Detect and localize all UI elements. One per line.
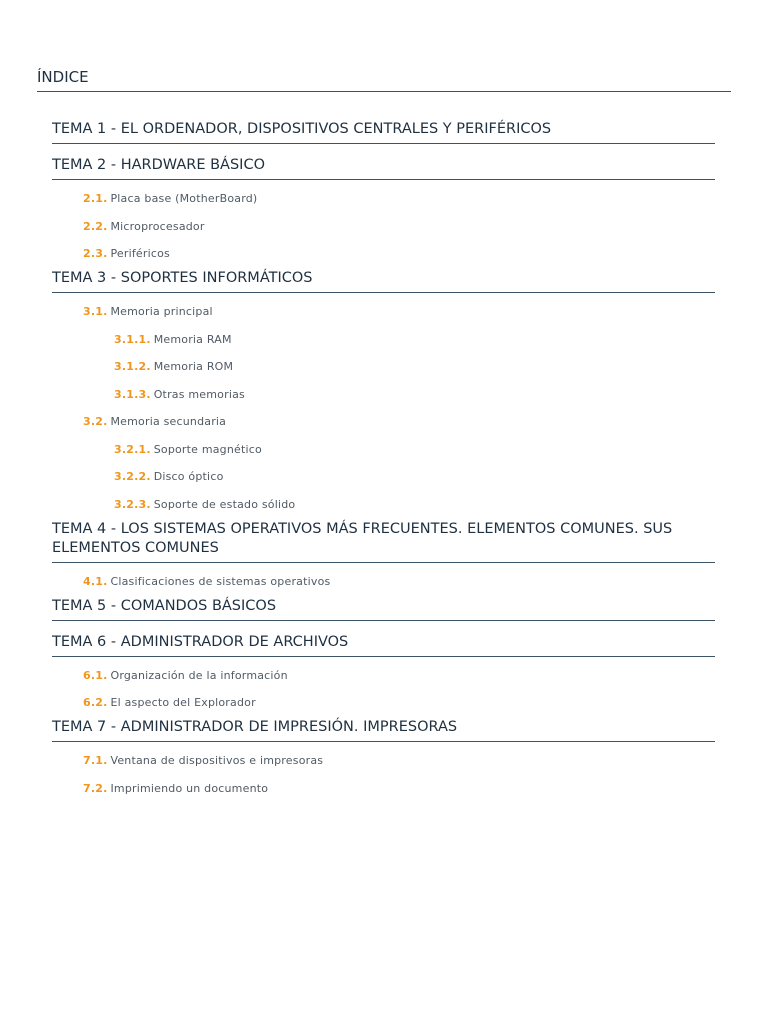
toc-number: 3.2.3. (114, 497, 151, 511)
toc-item-7-1[interactable] (52, 754, 715, 782)
toc-item-3-1-1[interactable] (52, 333, 715, 361)
toc-number: 2.1. (83, 192, 108, 205)
toc-label: Memoria ROM (153, 360, 234, 373)
toc-number: 3.1. (83, 305, 108, 318)
toc-number: 3.1.2. (114, 360, 151, 373)
toc-item-3-2-1[interactable] (52, 443, 715, 471)
toc-label: Organización de la información (110, 668, 288, 682)
tema-4-heading[interactable]: TEMA 4 - LOS SISTEMAS OPERATIVOS MÁS FRECUENTES. ELEMENTOS COMUNES. SUS ELEMENTOS COMUNES (52, 520, 715, 563)
toc-number: 3.1.3. (114, 387, 151, 401)
toc-label: Soporte magnético (153, 442, 262, 456)
toc-number: 6.2. (83, 696, 108, 709)
toc-label: Microprocesador (110, 219, 205, 233)
toc-item-3-2[interactable] (52, 415, 715, 443)
toc-number: 6.1. (83, 668, 108, 682)
toc-item-7-2[interactable] (52, 782, 715, 804)
toc-item-4-1[interactable] (52, 575, 715, 597)
tema-1-heading[interactable]: TEMA 1 - EL ORDENADOR, DISPOSITIVOS CENTRALES Y PERIFÉRICOS (52, 120, 715, 144)
toc-label: Memoria principal (110, 305, 213, 318)
tema-5-heading[interactable]: TEMA 5 - COMANDOS BÁSICOS (52, 597, 715, 621)
toc-number: 3.2. (83, 415, 108, 428)
toc-label: Otras memorias (153, 387, 245, 401)
toc-label: El aspecto del Explorador (110, 696, 256, 709)
toc-label: Placa base (MotherBoard) (110, 192, 258, 205)
toc-number: 4.1. (83, 574, 108, 588)
toc-label: Periféricos (110, 247, 170, 260)
toc-label: Disco óptico (153, 470, 224, 483)
toc-item-3-1-2[interactable] (52, 360, 715, 388)
toc-item-2-3[interactable] (52, 247, 715, 269)
index-title: ÍNDICE (37, 67, 731, 92)
toc-item-3-1-3[interactable] (52, 388, 715, 416)
toc-number: 3.2.1. (114, 442, 151, 456)
toc-label: Imprimiendo un documento (110, 781, 269, 795)
toc-item-3-1[interactable] (52, 305, 715, 333)
toc-label: Soporte de estado sólido (153, 497, 296, 511)
toc-label: Memoria secundaria (110, 415, 227, 428)
toc-number: 3.1.1. (114, 332, 151, 346)
tema-6-heading[interactable]: TEMA 6 - ADMINISTRADOR DE ARCHIVOS (52, 633, 715, 657)
toc-label: Clasificaciones de sistemas operativos (110, 574, 331, 588)
tema-2-heading[interactable]: TEMA 2 - HARDWARE BÁSICO (52, 156, 715, 180)
toc-item-2-2[interactable] (52, 220, 715, 248)
toc-item-2-1[interactable] (52, 192, 715, 220)
toc-item-3-2-3[interactable] (52, 498, 715, 520)
toc-number: 3.2.2. (114, 470, 151, 483)
table-of-contents (52, 120, 715, 804)
toc-number: 2.3. (83, 247, 108, 260)
toc-number: 7.2. (83, 781, 108, 795)
toc-item-3-2-2[interactable] (52, 470, 715, 498)
toc-item-6-1[interactable] (52, 669, 715, 697)
toc-label: Ventana de dispositivos e impresoras (110, 754, 324, 767)
tema-3-heading[interactable]: TEMA 3 - SOPORTES INFORMÁTICOS (52, 269, 715, 293)
toc-item-6-2[interactable] (52, 696, 715, 718)
toc-number: 2.2. (83, 219, 108, 233)
toc-number: 7.1. (83, 754, 108, 767)
tema-7-heading[interactable]: TEMA 7 - ADMINISTRADOR DE IMPRESIÓN. IMPRESORAS (52, 718, 715, 742)
toc-label: Memoria RAM (153, 332, 232, 346)
